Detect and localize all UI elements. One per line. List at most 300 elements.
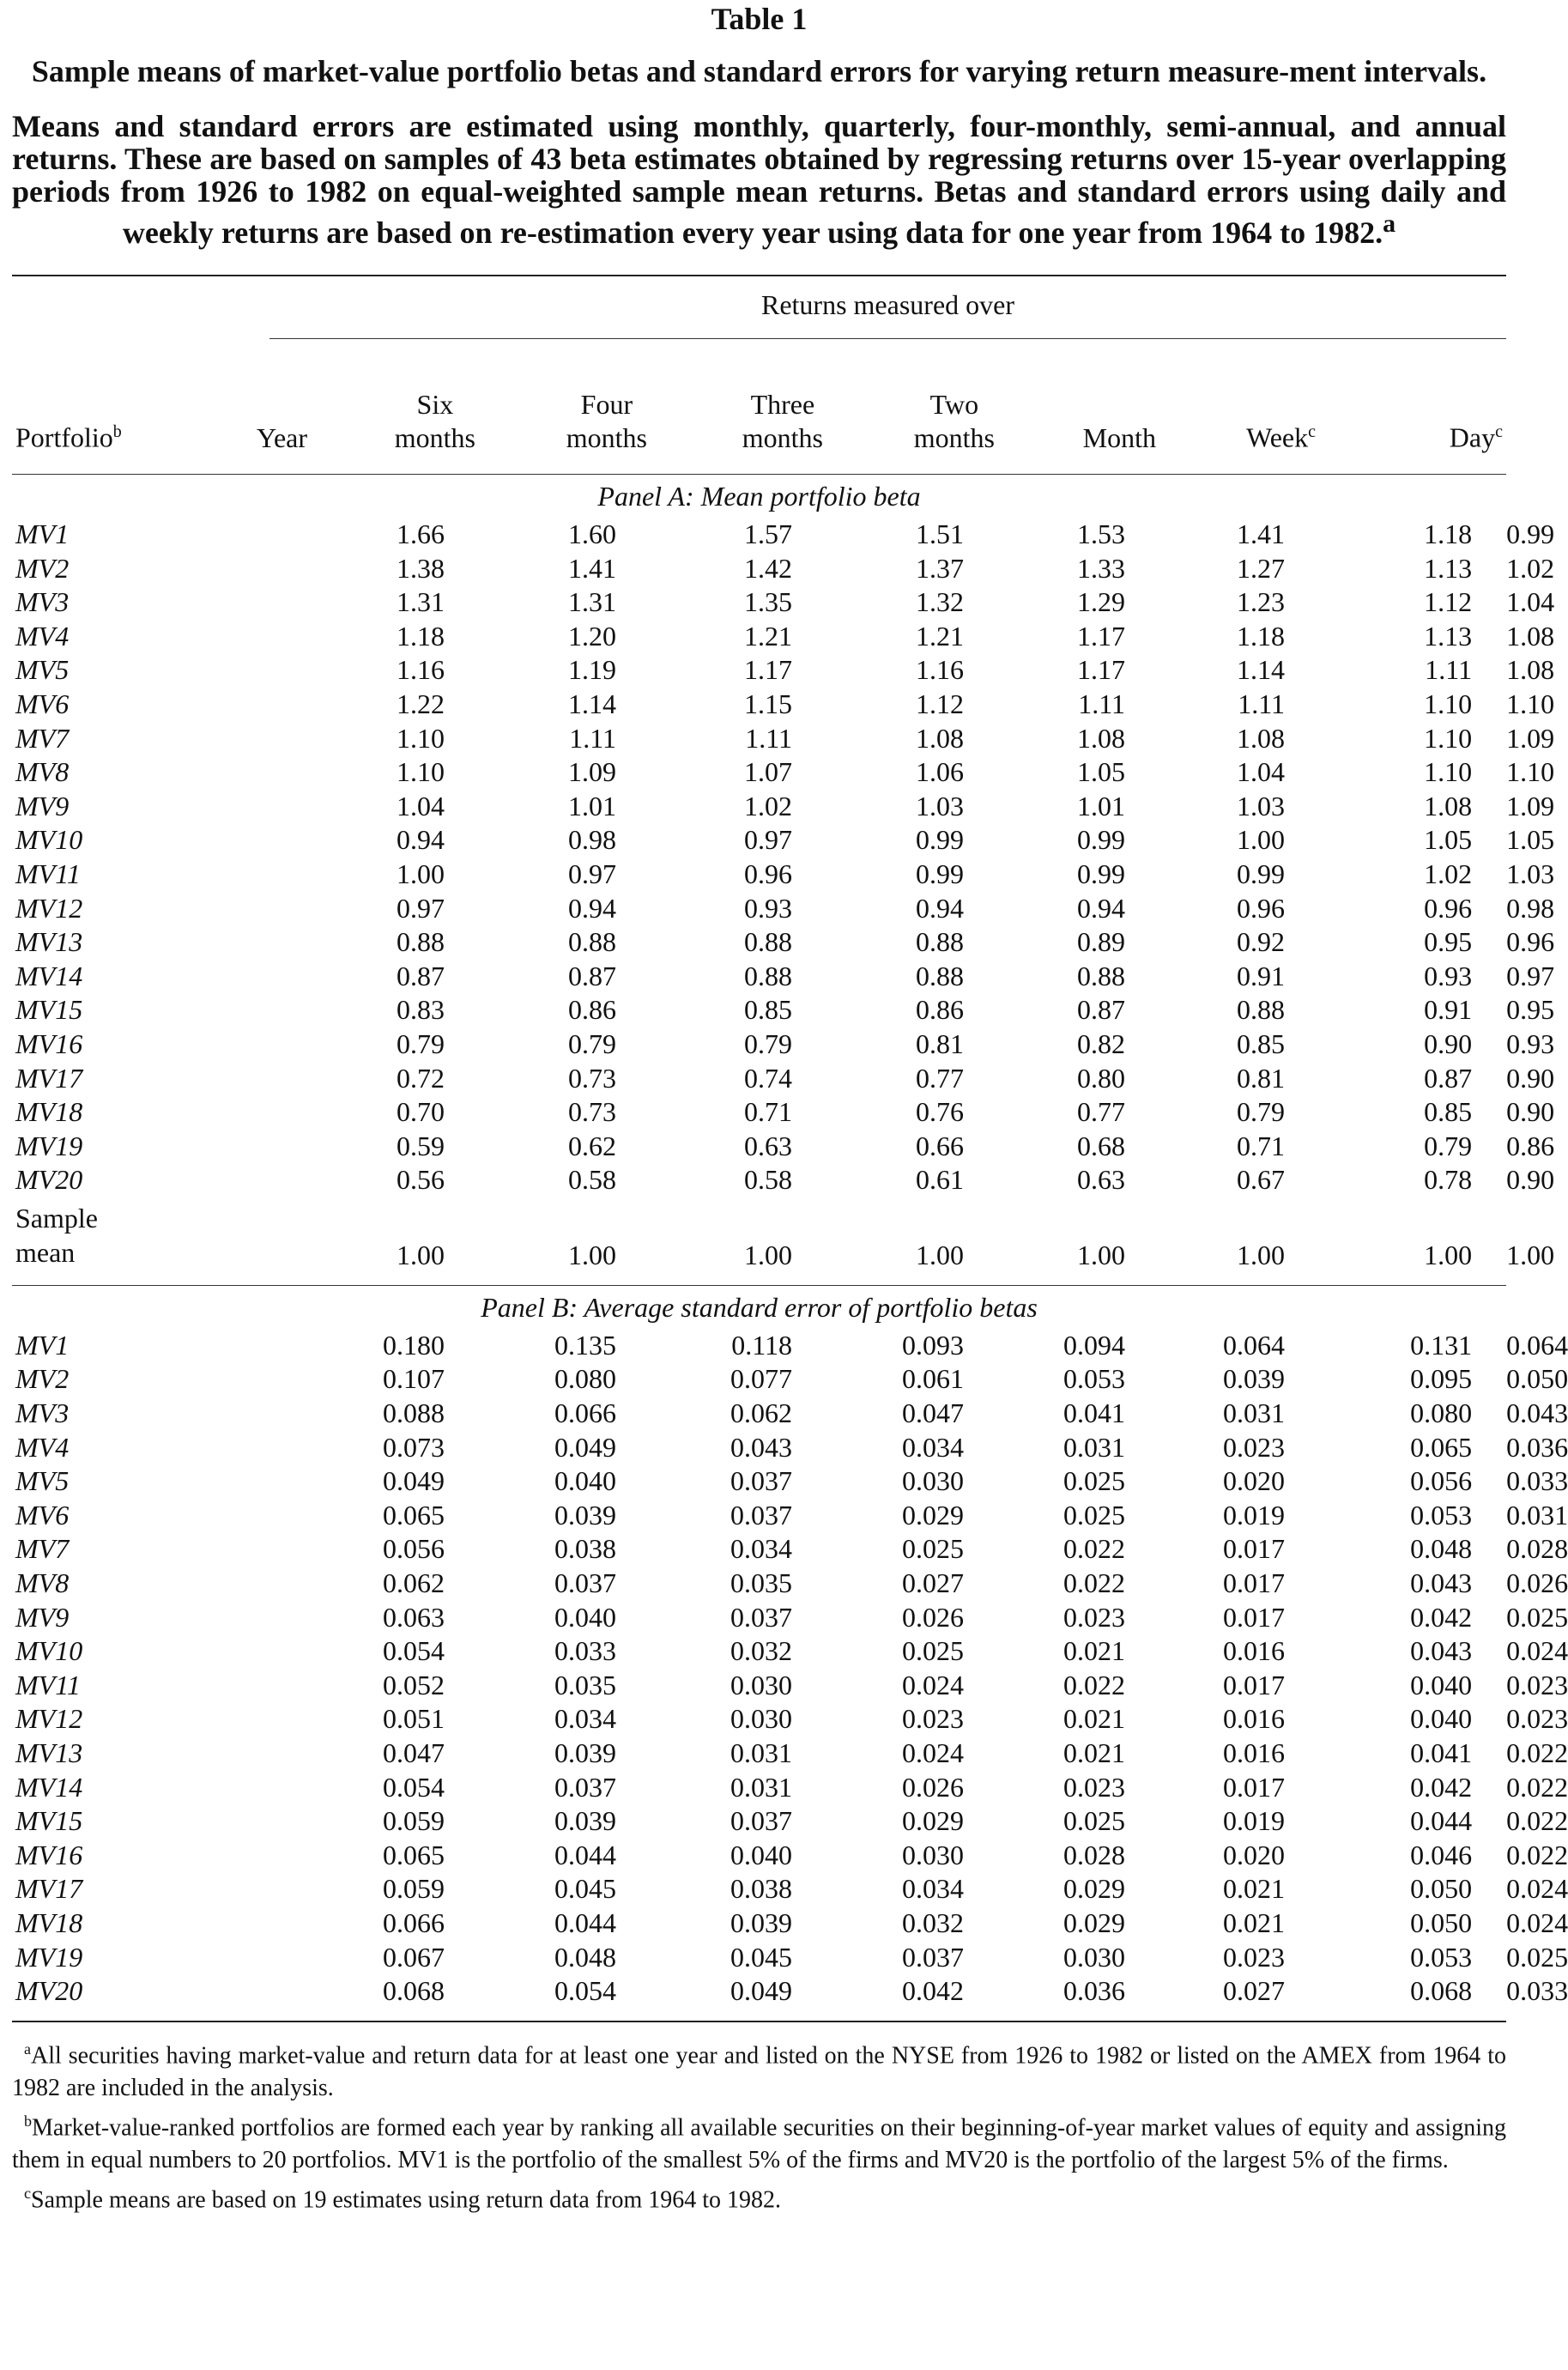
table-cell: 0.044	[554, 1839, 616, 1870]
column-header	[914, 388, 995, 455]
table-cell: 0.095	[1410, 1363, 1473, 1395]
table-cell: 1.10	[397, 722, 445, 754]
table-cell: 0.054	[383, 1635, 445, 1667]
table-cell: 0.79	[744, 1027, 792, 1059]
column-header-line2: Week$^c$	[1246, 422, 1316, 453]
table-cell: 0.107	[383, 1363, 445, 1395]
table-cell: 1.14	[568, 688, 616, 719]
table-cell: 0.040	[554, 1465, 616, 1497]
spacer-cell	[149, 1130, 311, 1164]
row-label: MV5	[15, 1465, 70, 1497]
table-cell: 0.054	[383, 1771, 445, 1803]
table-cell: 0.88	[916, 960, 964, 991]
table-cell: 0.030	[1063, 1941, 1125, 1973]
table-cell: 0.017	[1223, 1567, 1285, 1599]
row-label: MV14	[15, 1771, 83, 1803]
table-cell: 0.017	[1223, 1533, 1285, 1565]
table-cell: 1.42	[744, 552, 792, 584]
table-cell: 0.79	[568, 1027, 616, 1059]
table-cell: 0.025	[1063, 1499, 1125, 1530]
table-cell: 0.050	[1410, 1906, 1473, 1938]
table-cell: 0.032	[730, 1635, 792, 1667]
table-row: MV19 0.067 0.048 0.045 0.037 0.030 0.023 0.053 0.025	[12, 1941, 1506, 1975]
row-label: Sample mean	[15, 1202, 98, 1268]
spacer-cell	[149, 1839, 311, 1873]
row-label: MV18	[15, 1096, 83, 1128]
spacer-cell	[149, 1804, 311, 1839]
table-cell: 0.83	[397, 994, 445, 1026]
table-cell: 0.74	[744, 1062, 792, 1094]
table-cell: 0.035	[730, 1567, 792, 1599]
table-cell: 0.052	[383, 1669, 445, 1700]
table-cell: 0.88	[1077, 960, 1125, 991]
table-cell: 0.029	[1063, 1873, 1125, 1905]
table-cell: 0.040	[1410, 1703, 1473, 1735]
table-cell: 1.00	[916, 1240, 964, 1271]
footnote	[12, 2177, 1506, 2216]
footnote-mark: b	[24, 2112, 32, 2131]
table-cell: 0.87	[1077, 994, 1125, 1026]
table-cell: 0.059	[383, 1805, 445, 1837]
table-cell: 1.02	[744, 790, 792, 821]
table-cell: 0.88	[397, 926, 445, 958]
table-cell: 1.14	[1237, 654, 1285, 686]
table-cell: 0.024	[902, 1669, 964, 1700]
table-cell: 0.77	[1077, 1096, 1125, 1128]
row-label: MV5	[15, 654, 70, 686]
spacer-cell	[149, 620, 311, 654]
table-cell: 0.73	[568, 1062, 616, 1094]
table-cell: 0.85	[1237, 1027, 1285, 1059]
table-cell: 0.065	[383, 1839, 445, 1870]
table-row: MV5 0.049 0.040 0.037 0.030 0.025 0.020 0.056 0.033	[12, 1464, 1506, 1499]
table-cell: 1.31	[397, 586, 445, 618]
column-header-line1: Four	[580, 389, 633, 420]
row-label: MV3	[15, 586, 70, 618]
table-cell: 0.025	[902, 1533, 964, 1565]
results-table	[12, 475, 1568, 2009]
table-cell: 1.07	[744, 756, 792, 788]
spacer-cell	[149, 1062, 311, 1096]
table-cell: 0.88	[744, 960, 792, 991]
table-row: MV12 0.97 0.94 0.93 0.94 0.94 0.96 0.96 0.98	[12, 892, 1506, 926]
spacer-cell	[149, 722, 311, 756]
table-cell: 0.031	[1063, 1431, 1125, 1463]
table-cell: 0.037	[902, 1941, 964, 1973]
table-cell: 0.92	[1237, 926, 1285, 958]
table-cell: 1.16	[397, 654, 445, 686]
column-header	[257, 421, 307, 455]
row-label: MV4	[15, 1431, 70, 1463]
row-label: MV11	[15, 1669, 81, 1700]
table-cell: 0.023	[1063, 1601, 1125, 1633]
table-cell: 0.98	[568, 824, 616, 856]
table-cell: 0.79	[397, 1027, 445, 1059]
table-cell: 0.82	[1077, 1027, 1125, 1059]
table-cell: 0.56	[397, 1164, 445, 1196]
table-cell: 1.32	[916, 586, 964, 618]
table-row: MV7 1.10 1.11 1.11 1.08 1.08 1.08 1.10 1.09	[12, 722, 1506, 756]
table-cell: 0.042	[1410, 1771, 1473, 1803]
table-cell: 0.131	[1410, 1329, 1473, 1361]
table-row: MV11 0.052 0.035 0.030 0.024 0.022 0.017 0.040 0.023	[12, 1669, 1506, 1703]
table-cell: 0.94	[1077, 892, 1125, 924]
panel-title: Panel A: Mean portfolio beta	[597, 481, 921, 512]
table-cell: 0.032	[902, 1906, 964, 1938]
column-header-line2: Month	[1082, 422, 1156, 453]
table-cell: 1.19	[568, 654, 616, 686]
table-cell: 1.12	[1424, 586, 1473, 618]
table-cell: 0.95	[1424, 926, 1473, 958]
table-cell: 1.05	[1077, 756, 1125, 788]
table-row: MV12 0.051 0.034 0.030 0.023 0.021 0.016 0.040 0.023	[12, 1702, 1506, 1737]
table-cell: 0.065	[1410, 1431, 1473, 1463]
table-row: MV20 0.068 0.054 0.049 0.042 0.036 0.027 0.068 0.033	[12, 1974, 1506, 2009]
row-label: MV12	[15, 892, 83, 924]
table-row: MV8 1.10 1.09 1.07 1.06 1.05 1.04 1.10 1.10	[12, 755, 1506, 790]
table-cell: 0.96	[1424, 892, 1473, 924]
row-label: MV9	[15, 1601, 70, 1633]
table-cell: 0.022	[1063, 1533, 1125, 1565]
column-header-mark: c	[1308, 422, 1316, 442]
table-cell: 0.066	[554, 1397, 616, 1429]
table-row: MV15 0.059 0.039 0.037 0.029 0.025 0.019 0.044 0.022	[12, 1804, 1506, 1839]
table-cell: 0.020	[1223, 1465, 1285, 1497]
table-cell: 0.027	[1223, 1975, 1285, 2007]
table-cell: 0.064	[1223, 1329, 1285, 1361]
table-cell: 1.08	[916, 722, 964, 754]
table-cell: 0.039	[554, 1805, 616, 1837]
table-cell: 0.63	[744, 1130, 792, 1161]
column-group-label: Returns measured over	[760, 289, 1014, 320]
table-cell: 0.94	[568, 892, 616, 924]
column-header-line2: Year	[257, 422, 307, 453]
column-header-line2: Day$^c$	[1449, 422, 1503, 453]
table-cell: 1.03	[1237, 790, 1285, 821]
table-cell: 1.00	[568, 1240, 616, 1271]
footnotes	[12, 2033, 1506, 2217]
table-cell: 1.01	[568, 790, 616, 821]
table-cell: 0.042	[1410, 1601, 1473, 1633]
table-cell: 0.94	[397, 824, 445, 856]
table-cell: 0.051	[383, 1703, 445, 1735]
table-cell: 0.66	[916, 1130, 964, 1161]
table-cell: 0.034	[902, 1431, 964, 1463]
description-note-mark: a	[1383, 209, 1396, 238]
table-cell: 1.10	[1424, 688, 1473, 719]
table-body	[12, 475, 1568, 2009]
table-cell: 0.016	[1223, 1737, 1285, 1768]
table-cell: 1.13	[1424, 620, 1473, 652]
table-cell: 0.049	[383, 1465, 445, 1497]
table-cell: 1.27	[1237, 552, 1285, 584]
table-cell: 1.29	[1077, 586, 1125, 618]
table-cell: 1.06	[916, 756, 964, 788]
table-cell: 0.047	[902, 1397, 964, 1429]
column-header-line2: months	[742, 422, 823, 453]
table-row: MV6 0.065 0.039 0.037 0.029 0.025 0.019 0.053 0.031	[12, 1499, 1506, 1533]
row-label: MV19	[15, 1130, 83, 1161]
spacer-cell	[149, 1941, 311, 1975]
table-cell: 1.15	[744, 688, 792, 719]
table-cell: 0.030	[730, 1703, 792, 1735]
table-cell: 1.00	[1424, 1240, 1473, 1271]
table-cell: 1.10	[397, 756, 445, 788]
table-cell: 1.21	[744, 620, 792, 652]
table-cell: 1.66	[397, 518, 445, 549]
table-row: MV2 1.38 1.41 1.42 1.37 1.33 1.27 1.13 1.02	[12, 552, 1506, 586]
table-cell: 0.042	[902, 1975, 964, 2007]
table-cell: 0.67	[1237, 1164, 1285, 1196]
table-cell: 0.026	[902, 1601, 964, 1633]
portfolio-header-label: Portfolio	[15, 422, 113, 453]
row-label: MV13	[15, 1737, 83, 1768]
table-cell: 0.062	[730, 1397, 792, 1429]
table-cell: 1.11	[1425, 654, 1473, 686]
row-label: MV18	[15, 1906, 83, 1938]
column-header-line1: Six	[416, 389, 454, 420]
table-cell: 0.029	[902, 1499, 964, 1530]
spacer-cell	[149, 653, 311, 688]
table-cell: 0.063	[383, 1601, 445, 1633]
table-cell: 1.18	[1424, 518, 1473, 549]
table-cell: 0.041	[1063, 1397, 1125, 1429]
table-cell: 0.029	[1063, 1906, 1125, 1938]
table-row: MV10 0.94 0.98 0.97 0.99 0.99 1.00 1.05 1.05	[12, 823, 1506, 858]
table-cell: 1.38	[397, 552, 445, 584]
panel-title: Panel B: Average standard error of portfolio betas	[481, 1291, 1038, 1323]
table-cell: 1.17	[1077, 620, 1125, 652]
spacer-cell	[149, 1397, 311, 1431]
table-cell: 1.22	[397, 688, 445, 719]
table-row: MV18 0.066 0.044 0.039 0.032 0.029 0.021 0.050 0.024	[12, 1906, 1506, 1941]
table-cell: 0.70	[397, 1096, 445, 1128]
spacer-cell	[149, 1974, 311, 2009]
table-cell: 0.80	[1077, 1062, 1125, 1094]
table-cell: 0.023	[1063, 1771, 1125, 1803]
table-cell: 0.034	[554, 1703, 616, 1735]
table-cell: 0.023	[1223, 1941, 1285, 1973]
table-row: MV3 1.31 1.31 1.35 1.32 1.29 1.23 1.12 1.04	[12, 585, 1506, 620]
panel-separator-cell	[12, 1273, 1506, 1286]
table-cell: 0.040	[554, 1601, 616, 1633]
column-header-line1: Three	[750, 389, 815, 420]
spacer-cell	[149, 1567, 311, 1601]
table-description	[12, 110, 1506, 249]
table-cell: 0.020	[1223, 1839, 1285, 1870]
table-cell: 0.97	[568, 858, 616, 889]
table-cell: 0.021	[1223, 1906, 1285, 1938]
table-cell: 1.35	[744, 586, 792, 618]
table-cell: 0.045	[730, 1941, 792, 1973]
table-row: MV7 0.056 0.038 0.034 0.025 0.022 0.017 0.048 0.028	[12, 1532, 1506, 1567]
row-label: MV14	[15, 960, 83, 991]
table-cell: 1.17	[744, 654, 792, 686]
table-cell: 1.10	[1424, 756, 1473, 788]
table-cell: 0.86	[568, 994, 616, 1026]
row-label: MV11	[15, 858, 81, 889]
table-cell: 0.037	[554, 1567, 616, 1599]
table-cell: 1.00	[1237, 1240, 1285, 1271]
table-cell: 0.048	[554, 1941, 616, 1973]
table-row: MV16 0.79 0.79 0.79 0.81 0.82 0.85 0.90 0.93	[12, 1027, 1506, 1062]
table-cell: 0.85	[1424, 1096, 1473, 1128]
table-cell: 0.039	[1223, 1363, 1285, 1395]
table-cell: 0.030	[902, 1465, 964, 1497]
table-cell: 0.87	[1424, 1062, 1473, 1094]
table-cell: 0.79	[1424, 1130, 1473, 1161]
spacer-cell	[149, 1669, 311, 1703]
table-cell: 1.08	[1424, 790, 1473, 821]
table-cell: 1.08	[1237, 722, 1285, 754]
table-cell: 0.047	[383, 1737, 445, 1768]
table-cell: 1.05	[1424, 824, 1473, 856]
row-label: MV3	[15, 1397, 70, 1429]
table-cell: 0.030	[902, 1839, 964, 1870]
table-cell: 1.11	[1078, 688, 1125, 719]
table-row: MV1 0.180 0.135 0.118 0.093 0.094 0.064 0.131 0.064	[12, 1329, 1506, 1363]
spacer-cell	[149, 1095, 311, 1130]
row-label: MV7	[15, 1533, 70, 1565]
table-row: MV13 0.88 0.88 0.88 0.88 0.89 0.92 0.95 0.96	[12, 925, 1506, 960]
table-row: MV1 1.66 1.60 1.57 1.51 1.53 1.41 1.18 0.99	[12, 518, 1506, 552]
table-cell: 0.88	[568, 926, 616, 958]
table-cell: 1.02	[1424, 858, 1473, 889]
panel-a-title-row	[12, 475, 1506, 518]
spacer-cell	[149, 1771, 311, 1805]
table-cell: 0.049	[554, 1431, 616, 1463]
row-label: MV15	[15, 1805, 83, 1837]
table-cell: 0.039	[730, 1906, 792, 1938]
spacer-cell	[149, 1601, 311, 1635]
column-header	[1450, 415, 1503, 455]
spacer-cell	[149, 1464, 311, 1499]
table-cell: 1.37	[916, 552, 964, 584]
table-cell: 0.038	[730, 1873, 792, 1905]
table-cell: 0.59	[397, 1130, 445, 1161]
table-cell: 1.10	[1424, 722, 1473, 754]
spacer-cell	[149, 925, 311, 960]
table-cell: 0.87	[568, 960, 616, 991]
table-cell: 0.68	[1077, 1130, 1125, 1161]
footnote-text: All securities having market-value and return data for at least one year and listed on the NYSE from 1926 to 1982 or listed on the AMEX from 1964 to 1982 are included in the analysis.	[12, 2042, 1506, 2102]
table-cell: 0.046	[1410, 1839, 1473, 1870]
table-cell: 0.025	[902, 1635, 964, 1667]
row-label: MV2	[15, 552, 70, 584]
table-cell: 0.037	[730, 1499, 792, 1530]
table-cell: 0.088	[383, 1397, 445, 1429]
table-cell: 0.118	[731, 1329, 792, 1361]
spacer-cell	[149, 960, 311, 994]
table-cell: 0.027	[902, 1567, 964, 1599]
table-cell: 0.99	[1077, 858, 1125, 889]
table-cell: 1.13	[1424, 552, 1473, 584]
table-cell: 1.09	[568, 756, 616, 788]
column-header	[566, 388, 647, 455]
table-cell: 1.18	[397, 620, 445, 652]
table-cell: 0.021	[1063, 1737, 1125, 1768]
row-label: MV15	[15, 994, 83, 1026]
table-cell: 0.050	[1410, 1873, 1473, 1905]
table-cell: 0.024	[902, 1737, 964, 1768]
table-row: MV11 1.00 0.97 0.96 0.99 0.99 0.99 1.02 1.03	[12, 858, 1506, 892]
table-cell: 0.71	[1237, 1130, 1285, 1161]
table-cell: 1.51	[916, 518, 964, 549]
table-row: MV4 1.18 1.20 1.21 1.21 1.17 1.18 1.13 1.08	[12, 620, 1506, 654]
table-cell: 0.054	[554, 1975, 616, 2007]
table-cell: 0.90	[1424, 1027, 1473, 1059]
table-cell: 1.04	[397, 790, 445, 821]
table-cell: 0.066	[383, 1906, 445, 1938]
table-cell: 0.61	[916, 1164, 964, 1196]
table-cell: 0.89	[1077, 926, 1125, 958]
table-cell: 0.97	[744, 824, 792, 856]
table-cell: 1.23	[1237, 586, 1285, 618]
table-row: MV14 0.054 0.037 0.031 0.026 0.023 0.017 0.042 0.022	[12, 1771, 1506, 1805]
table-cell: 0.093	[902, 1329, 964, 1361]
table-cell: 0.062	[383, 1567, 445, 1599]
table-cell: 0.016	[1223, 1703, 1285, 1735]
row-label: MV13	[15, 926, 83, 958]
table-cell: 0.068	[383, 1975, 445, 2007]
table-cell: 1.57	[744, 518, 792, 549]
column-header	[395, 388, 475, 455]
table-cell: 0.88	[916, 926, 964, 958]
table-cell: 0.93	[744, 892, 792, 924]
table-row: MV17 0.059 0.045 0.038 0.034 0.029 0.021 0.050 0.024	[12, 1872, 1506, 1906]
table-cell: 1.11	[745, 722, 792, 754]
table-cell: 0.81	[916, 1027, 964, 1059]
table-cell: 0.036	[1063, 1975, 1125, 2007]
row-label: MV16	[15, 1027, 83, 1059]
table-cell: 0.86	[916, 994, 964, 1026]
table-cell: 0.034	[902, 1873, 964, 1905]
table-cell: 0.94	[916, 892, 964, 924]
table-cell: 0.026	[902, 1771, 964, 1803]
row-label: MV10	[15, 824, 83, 856]
spacer-cell	[149, 892, 311, 926]
table-cell: 0.63	[1077, 1164, 1125, 1196]
table-cell: 0.048	[1410, 1533, 1473, 1565]
table-cell: 1.00	[1077, 1240, 1125, 1271]
table-cell: 0.080	[1410, 1397, 1473, 1429]
table-cell: 0.080	[554, 1363, 616, 1395]
row-label: MV4	[15, 620, 70, 652]
table-cell: 0.88	[1237, 994, 1285, 1026]
table-cell: 0.034	[730, 1533, 792, 1565]
table-row: MV2 0.107 0.080 0.077 0.061 0.053 0.039 0.095 0.050	[12, 1362, 1506, 1397]
table-cell: 0.040	[1410, 1669, 1473, 1700]
table-cell: 0.038	[554, 1533, 616, 1565]
table-cell: 0.017	[1223, 1771, 1285, 1803]
table-cell: 0.033	[554, 1635, 616, 1667]
table-cell: 0.97	[397, 892, 445, 924]
column-header	[1246, 415, 1316, 455]
table-cell: 0.023	[902, 1703, 964, 1735]
table-cell: 0.043	[1410, 1567, 1473, 1599]
portfolio-header	[15, 415, 122, 455]
table-cell: 1.11	[569, 722, 616, 754]
table-cell: 0.135	[554, 1329, 616, 1361]
table-cell: 0.049	[730, 1975, 792, 2007]
spacer-cell	[149, 518, 311, 552]
table-cell: 0.029	[902, 1805, 964, 1837]
table-cell: 0.79	[1237, 1096, 1285, 1128]
column-header-mark: c	[1495, 422, 1503, 442]
table-row: MV8 0.062 0.037 0.035 0.027 0.022 0.017 0.043 0.026	[12, 1567, 1506, 1601]
spacer-cell	[149, 993, 311, 1027]
table-cell: 0.030	[730, 1669, 792, 1700]
